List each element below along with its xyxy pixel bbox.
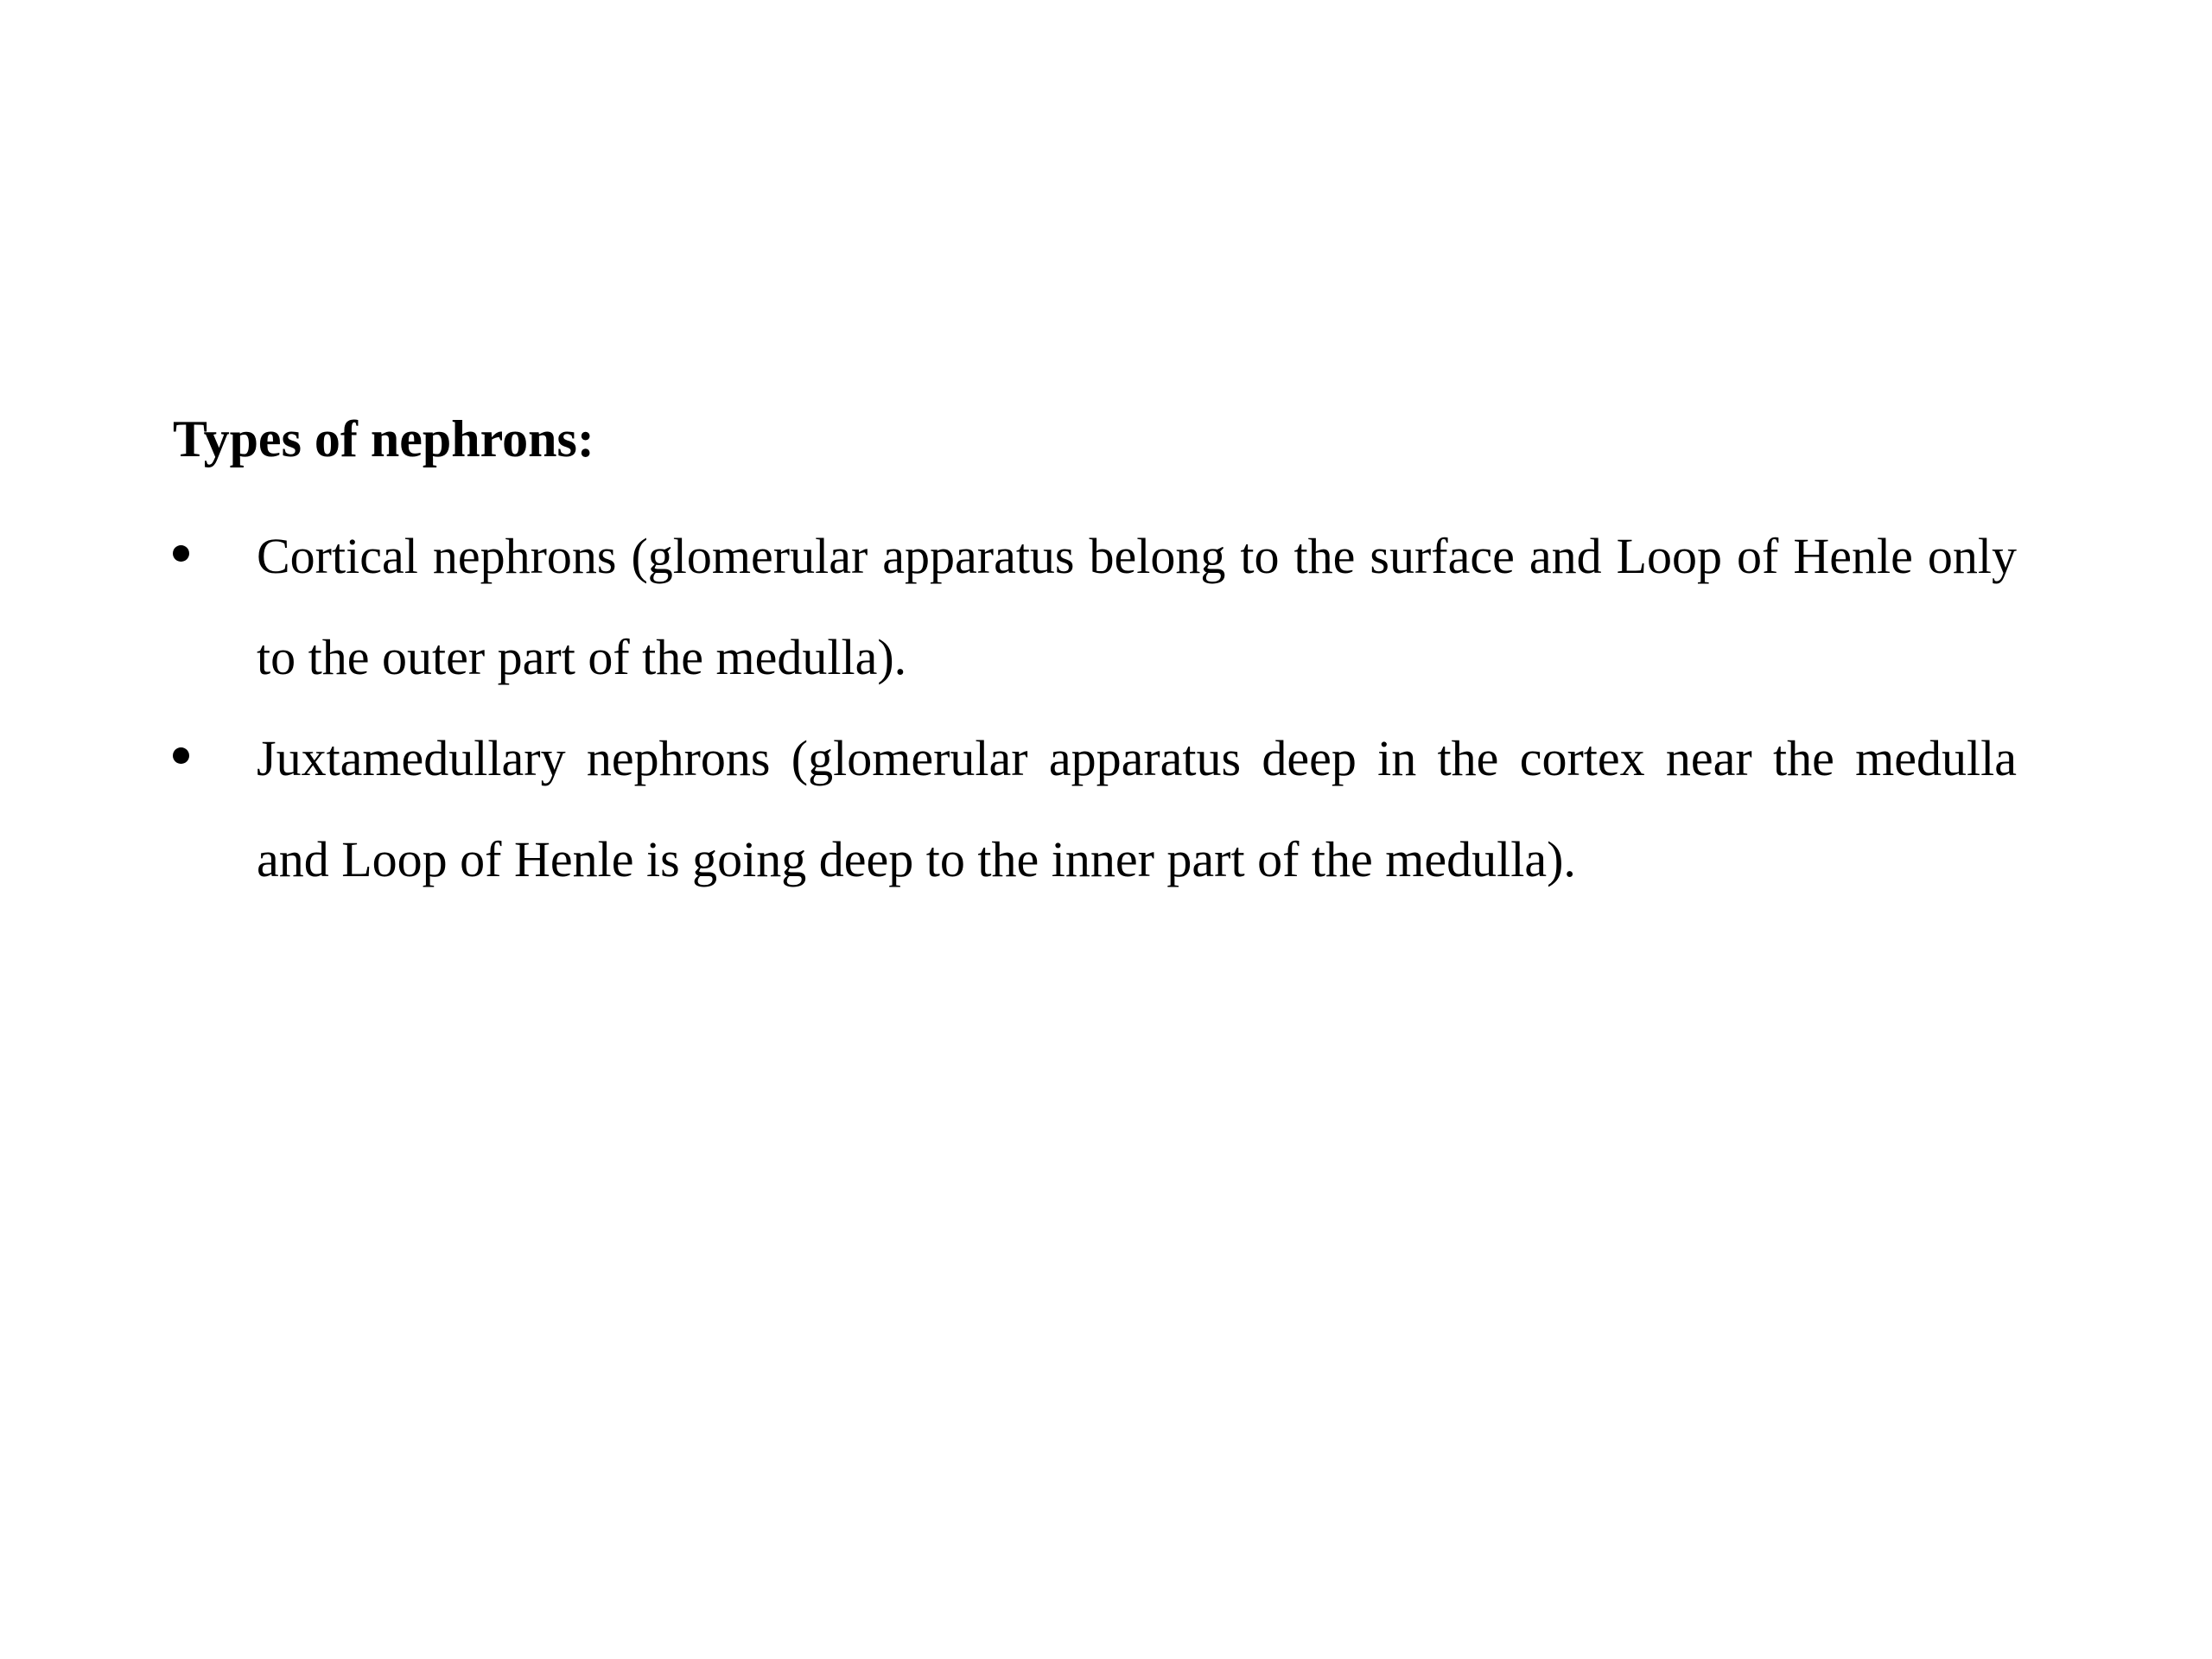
list-item-text: Juxtamedullary nephrons (glomerular apparatus deep in the cortex near the medulla and Loop of Henle is going deep to the inner part of the medulla). <box>257 730 2017 887</box>
list-item <box>173 505 2017 708</box>
section-heading: Types of nephrons: <box>173 410 594 467</box>
bullet-dot-icon <box>173 747 189 764</box>
document-content <box>173 404 2017 910</box>
bullet-dot-icon <box>173 545 189 562</box>
list-item <box>173 708 2017 910</box>
bullet-list <box>173 505 2017 910</box>
list-item-text: Cortical nephrons (glomerular apparatus belong to the surface and Loop of Henle only to the outer part of the medulla). <box>257 528 2017 685</box>
